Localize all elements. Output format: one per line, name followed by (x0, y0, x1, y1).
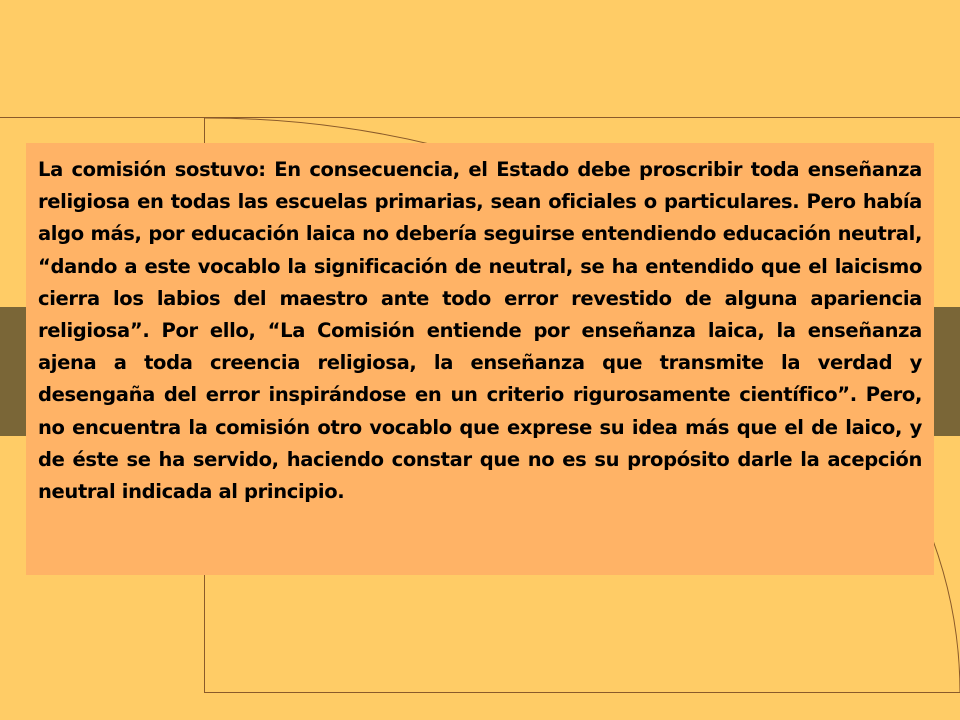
quote-text-box (26, 143, 934, 575)
body-paragraph: La comisión sostuvo: En consecuencia, el Estado debe proscribir toda enseñanza religiosa en todas las escuelas primarias, sean oficiales o particulares. Pero había algo más, por educación laica no debería seguirse entendiendo educación neutral, “dando a este vocablo la significación de neutral, se ha entendido que el laicismo cierra los labios del maestro ante todo error revestido de alguna apariencia religiosa”. Por ello, “La Comisión entiende por enseñanza laica, la enseñanza ajena a toda creencia religiosa, la enseñanza que transmite la verdad y desengaña del error inspirándose en un criterio rigurosamente científico”. Pero, no encuentra la comisión otro vocablo que exprese su idea más que el de laico, y de éste se ha servido, haciendo constar que no es su propósito darle la acepción neutral indicada al principio. (38, 158, 922, 504)
